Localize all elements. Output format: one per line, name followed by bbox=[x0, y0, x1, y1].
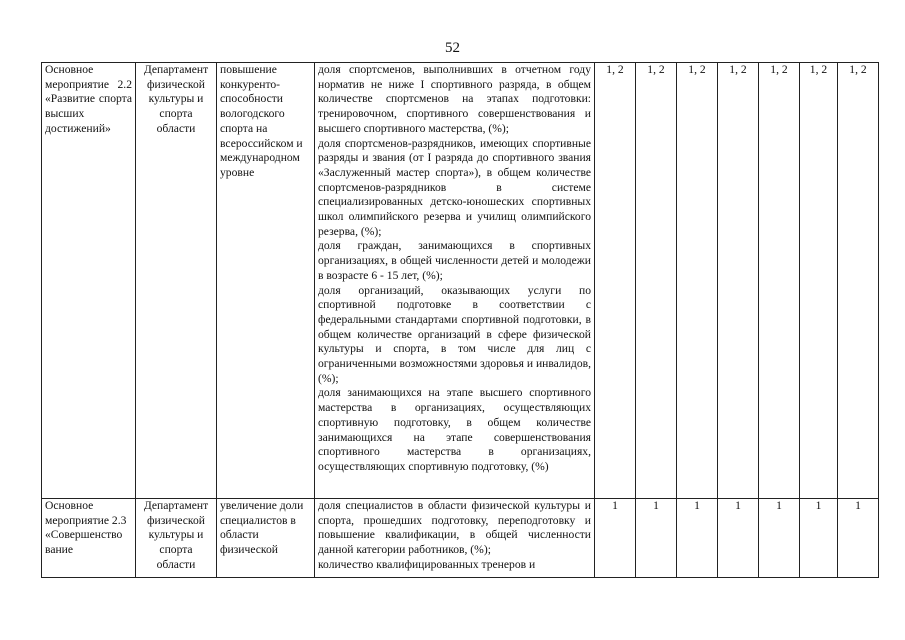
value-cell: 1 bbox=[677, 499, 718, 578]
department-cell: Департамент физической культуры и спорта области bbox=[136, 63, 217, 499]
indicator-text: доля спортсменов-разрядников, имеющих спортивные разряды и звания (от I разряда до спортивного звания «Заслуженный мастер спорта»), в общем количестве спортсменов-разрядников в системе специализированных детско-юношеских спортивных школ олимпийского резерва и училищ олимпийского резерва, (%); bbox=[318, 136, 591, 238]
table-row bbox=[42, 499, 879, 578]
program-table bbox=[41, 62, 879, 578]
value-cell: 1 bbox=[636, 499, 677, 578]
goal-text: увеличение доли специалистов в области физической bbox=[220, 499, 304, 557]
value-cell: 1 bbox=[718, 499, 759, 578]
value-cell: 1, 2 bbox=[838, 63, 879, 499]
event-cell: Основное мероприятие 2.2 «Развитие спорта высших достижений» bbox=[42, 63, 136, 499]
indicators-cell bbox=[315, 63, 595, 499]
department-text: Департамент физической культуры и спорта области bbox=[143, 499, 209, 571]
event-cell bbox=[42, 499, 136, 578]
department-cell bbox=[136, 499, 217, 578]
indicator-text: доля специалистов в области физической культуры и спорта, прошедших подготовку, переподготовку и повышение квалификации, в общей численности данной категории работников, (%); bbox=[318, 499, 591, 557]
indicators-cell bbox=[315, 499, 595, 578]
value-cell: 1, 2 bbox=[759, 63, 800, 499]
indicator-text: доля занимающихся на этапе высшего спортивного мастерства в организациях, осуществляющих спортивную подготовку, в общем количестве занимающихся на этапе совершенствования спортивного мастерства в организациях, осуществляющих спортивную подготовку, (%) bbox=[318, 386, 591, 473]
page-number: 52 bbox=[445, 40, 460, 56]
goal-cell bbox=[217, 499, 315, 578]
indicator-text: доля граждан, занимающихся в спортивных организациях, в общей численности детей и молодежи в возрасте 6 - 15 лет, (%); bbox=[318, 239, 591, 282]
goal-cell: повышение конкуренто-способности вологодского спорта на всероссийском и международном уровне bbox=[217, 63, 315, 499]
value-cell: 1, 2 bbox=[595, 63, 636, 499]
value-cell: 1 bbox=[838, 499, 879, 578]
indicator-text: количество квалифицированных тренеров и bbox=[318, 557, 536, 571]
value-cell: 1 bbox=[595, 499, 636, 578]
value-cell: 1, 2 bbox=[800, 63, 838, 499]
value-cell: 1, 2 bbox=[677, 63, 718, 499]
table-row bbox=[42, 63, 879, 499]
value-cell: 1, 2 bbox=[718, 63, 759, 499]
indicator-text: доля организаций, оказывающих услуги по спортивной подготовке в соответствии с федеральными стандартами спортивной подготовки, в общем количестве организаций в сфере физической культуры и спорта, в том числе для лиц с ограниченными возможностями здоровья и инвалидов, (%); bbox=[318, 283, 591, 385]
value-cell: 1 bbox=[759, 499, 800, 578]
value-cell: 1, 2 bbox=[636, 63, 677, 499]
value-cell: 1 bbox=[800, 499, 838, 578]
event-text: Основное мероприятие 2.3 «Совершенство вание bbox=[45, 499, 127, 557]
indicator-text: доля спортсменов, выполнивших в отчетном году норматив не ниже I спортивного разряда, в общем количестве спортсменов на этапах подготовки: тренировочном, спортивного совершенствования и высшего спортивного мастерства, (%); bbox=[318, 63, 591, 135]
